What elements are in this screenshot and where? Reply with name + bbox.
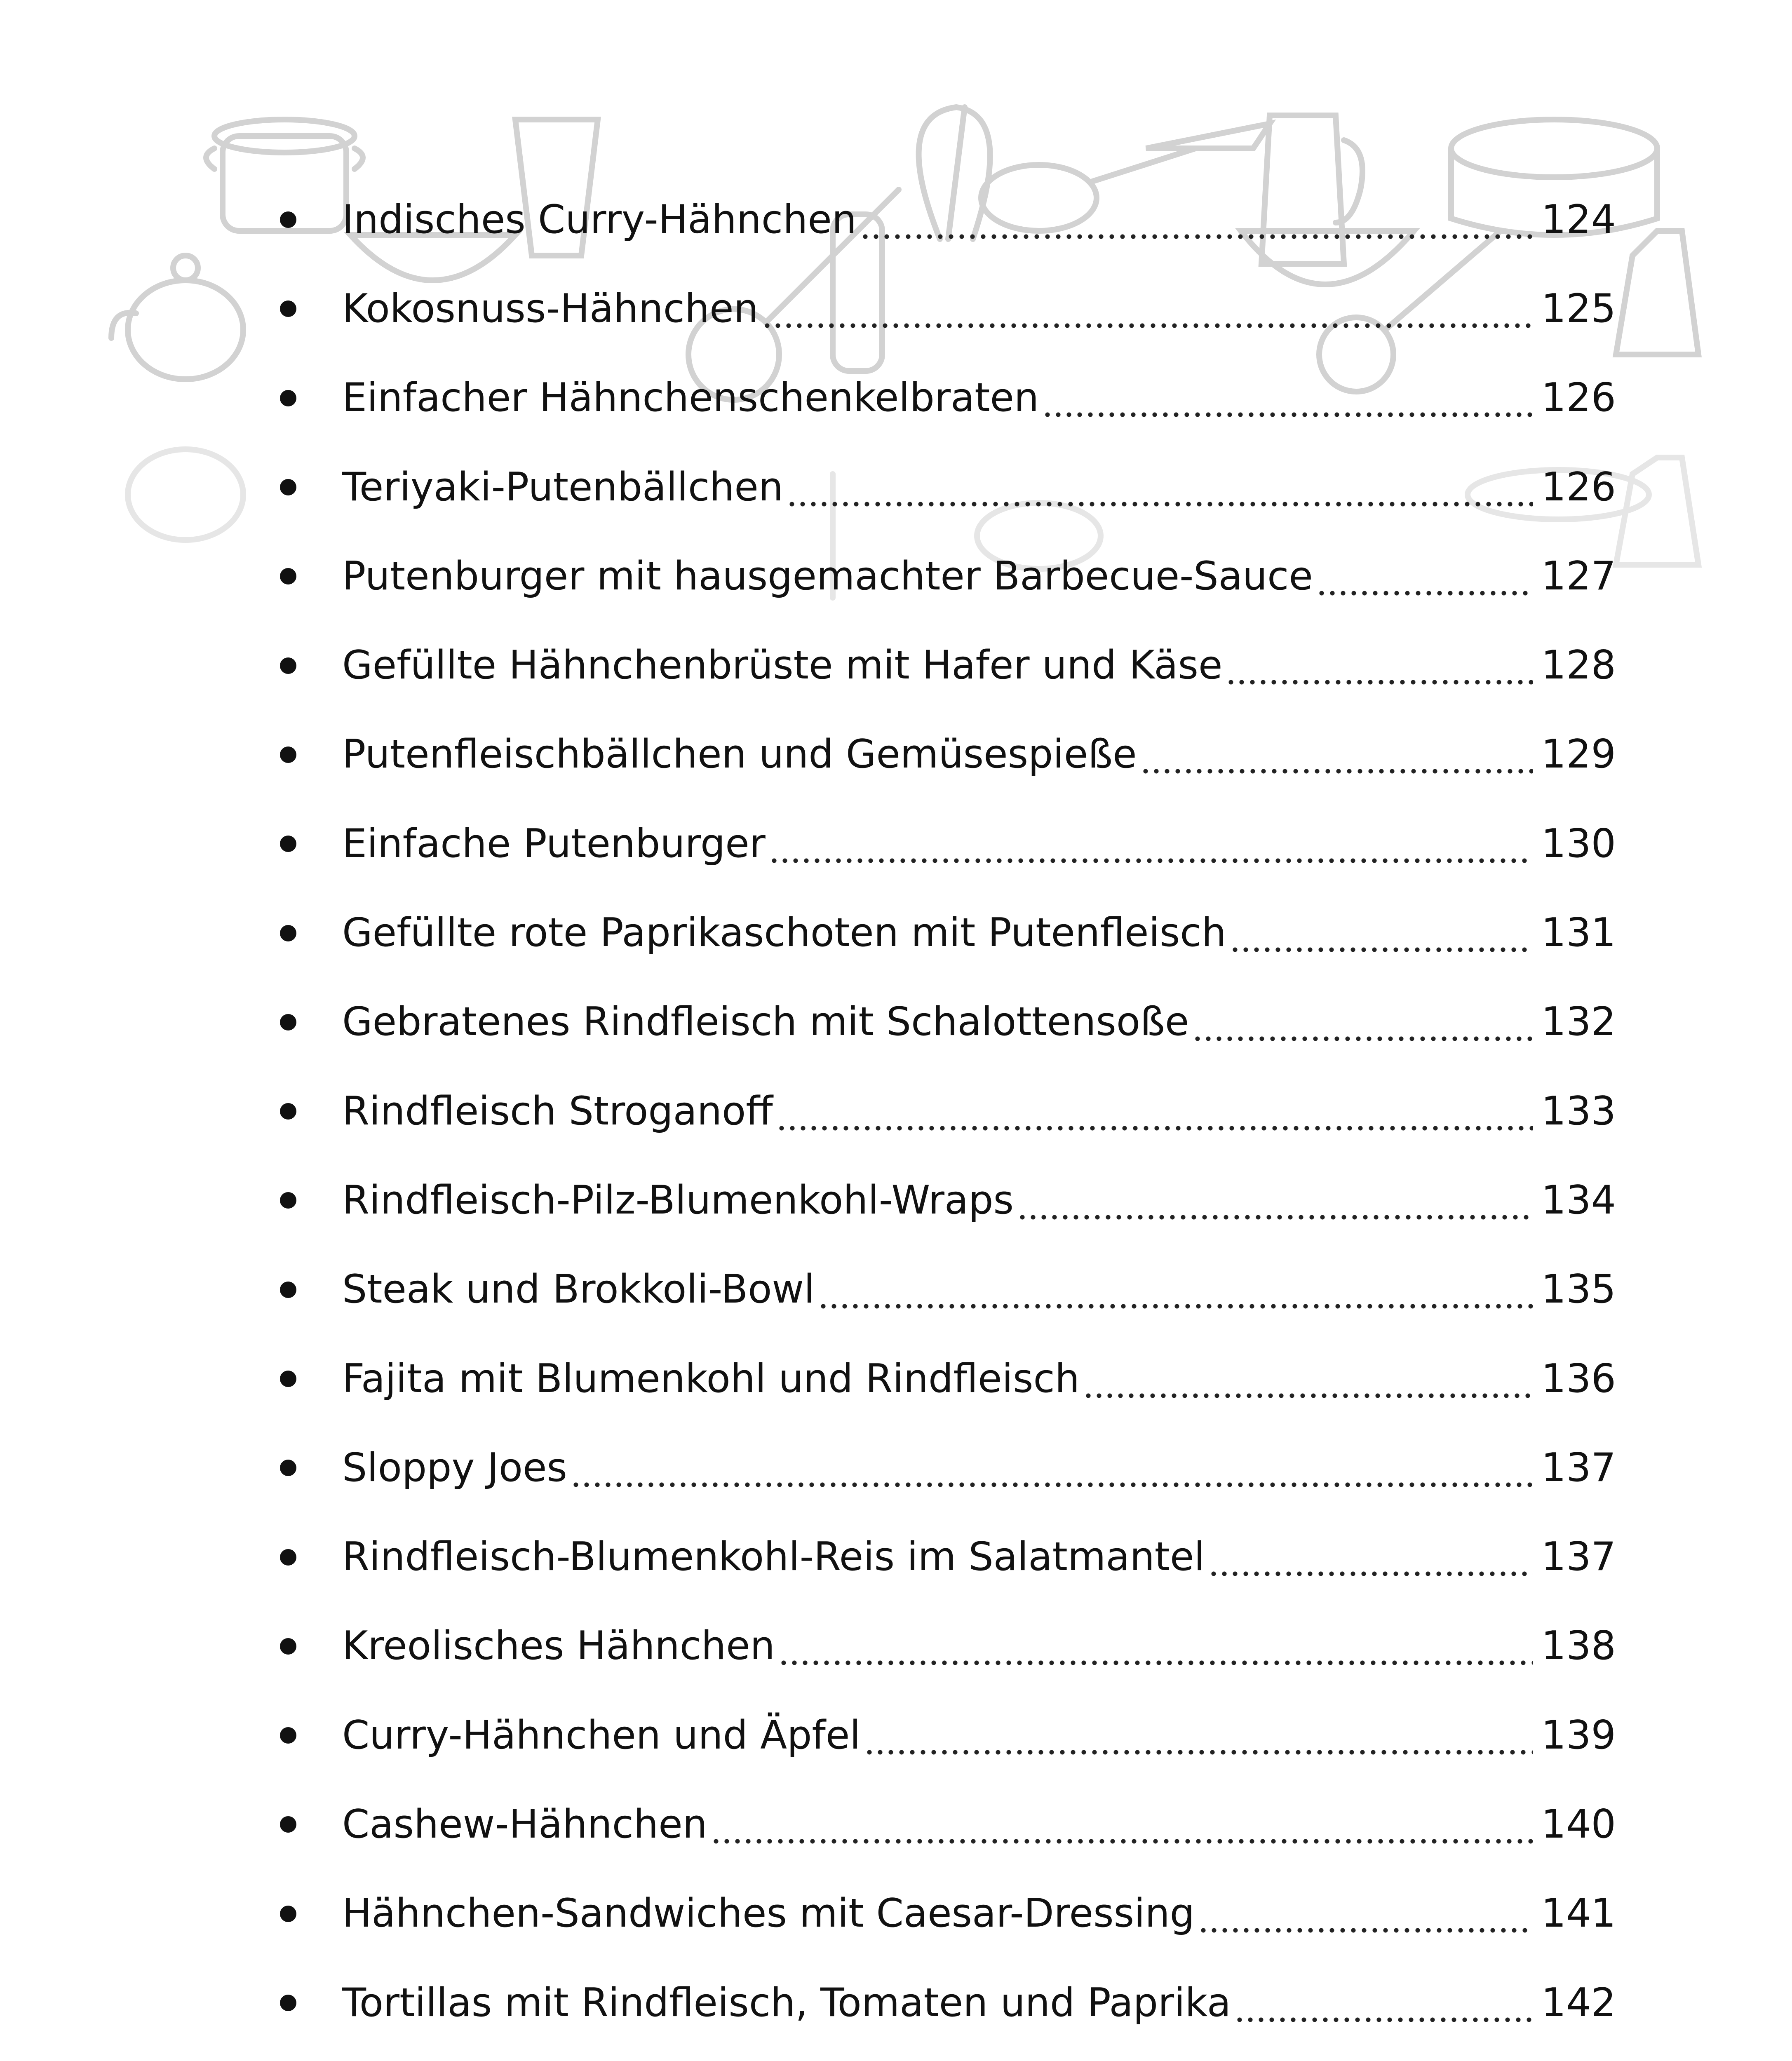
dot-leader bbox=[1316, 559, 1533, 599]
bullet-icon bbox=[280, 836, 296, 852]
toc-entry-title: Curry-Hähnchen und Äpfel bbox=[342, 1712, 861, 1758]
toc-entry-page-number: 129 bbox=[1541, 732, 1616, 777]
toc-entry[interactable] bbox=[272, 264, 1616, 353]
table-of-contents bbox=[272, 175, 1616, 2061]
toc-entry-title: Gefüllte Hähnchenbrüste mit Hafer und Käse bbox=[342, 643, 1223, 688]
toc-entry-title: Sloppy Joes bbox=[342, 1445, 567, 1491]
toc-entry-page-number: 130 bbox=[1541, 821, 1616, 866]
toc-entry-title: Einfacher Hähnchenschenkelbraten bbox=[342, 375, 1039, 421]
bullet-icon bbox=[280, 1192, 296, 1209]
toc-entry[interactable] bbox=[272, 1512, 1616, 1601]
bullet-icon bbox=[280, 925, 296, 941]
toc-entry-page-number: 126 bbox=[1541, 375, 1616, 421]
toc-entry[interactable] bbox=[272, 888, 1616, 977]
toc-entry[interactable] bbox=[272, 1869, 1616, 1958]
bullet-icon bbox=[280, 568, 296, 584]
toc-entry-title: Rindfleisch-Pilz-Blumenkohl-Wraps bbox=[342, 1177, 1014, 1223]
toc-entry[interactable] bbox=[272, 1067, 1616, 1156]
bullet-icon bbox=[280, 746, 296, 763]
dot-leader bbox=[571, 1451, 1533, 1490]
toc-entry-title: Gefüllte rote Paprikaschoten mit Putenfleisch bbox=[342, 910, 1226, 956]
toc-entry-title: Kokosnuss-Hähnchen bbox=[342, 286, 759, 331]
knife-icon bbox=[1146, 124, 1270, 148]
toc-entry[interactable] bbox=[272, 1423, 1616, 1512]
toc-entry-page-number: 128 bbox=[1541, 643, 1616, 688]
toc-entry-page-number: 141 bbox=[1541, 1891, 1616, 1937]
toc-entry-page-number: 139 bbox=[1541, 1712, 1616, 1758]
toc-entry[interactable] bbox=[272, 1780, 1616, 1869]
dot-leader bbox=[1140, 737, 1533, 777]
bullet-icon bbox=[280, 1727, 296, 1744]
dot-leader bbox=[1226, 648, 1533, 688]
dot-leader bbox=[1083, 1362, 1533, 1401]
toc-entry-title: Indisches Curry-Hähnchen bbox=[342, 197, 857, 242]
bullet-icon bbox=[280, 1014, 296, 1030]
bullet-icon bbox=[280, 479, 296, 495]
toc-entry-title: Kreolisches Hähnchen bbox=[342, 1623, 775, 1669]
dot-leader bbox=[1042, 381, 1533, 420]
toc-entry-page-number: 133 bbox=[1541, 1088, 1616, 1134]
toc-entry-page-number: 140 bbox=[1541, 1801, 1616, 1847]
toc-entry-title: Cashew-Hähnchen bbox=[342, 1801, 707, 1847]
bullet-icon bbox=[280, 1906, 296, 1922]
toc-entry-title: Putenfleischbällchen und Gemüsespieße bbox=[342, 732, 1137, 777]
dot-leader bbox=[1017, 1183, 1533, 1223]
bullet-icon bbox=[280, 1995, 296, 2011]
toc-entry-page-number: 124 bbox=[1541, 197, 1616, 242]
toc-entry-page-number: 137 bbox=[1541, 1445, 1616, 1491]
dot-leader bbox=[776, 1094, 1533, 1134]
toc-entry-page-number: 135 bbox=[1541, 1267, 1616, 1312]
toc-entry-page-number: 136 bbox=[1541, 1356, 1616, 1401]
toc-entry[interactable] bbox=[272, 1245, 1616, 1334]
toc-entry[interactable] bbox=[272, 443, 1616, 532]
toc-entry-title: Fajita mit Blumenkohl und Rindfleisch bbox=[342, 1356, 1080, 1401]
dot-leader bbox=[711, 1807, 1533, 1847]
dot-leader bbox=[1208, 1540, 1533, 1579]
toc-entry[interactable] bbox=[272, 799, 1616, 888]
toc-entry-page-number: 127 bbox=[1541, 553, 1616, 599]
toc-entry-title: Hähnchen-Sandwiches mit Caesar-Dressing bbox=[342, 1891, 1195, 1937]
toc-entry-title: Tortillas mit Rindfleisch, Tomaten und Paprika bbox=[342, 1980, 1231, 2026]
grater-icon bbox=[1616, 231, 1698, 354]
bullet-icon bbox=[280, 1816, 296, 1833]
bullet-icon bbox=[280, 211, 296, 228]
toc-entry-title: Rindfleisch Stroganoff bbox=[342, 1088, 773, 1134]
toc-entry[interactable] bbox=[272, 621, 1616, 710]
dot-leader bbox=[1234, 1986, 1533, 2025]
bullet-icon bbox=[280, 657, 296, 674]
toc-entry[interactable] bbox=[272, 1958, 1616, 2047]
toc-entry-page-number: 134 bbox=[1541, 1177, 1616, 1223]
toc-entry[interactable] bbox=[272, 978, 1616, 1067]
dot-leader bbox=[864, 1718, 1533, 1758]
toc-entry-title: Teriyaki-Putenbällchen bbox=[342, 464, 784, 510]
toc-entry-title: Putenburger mit hausgemachter Barbecue-Sauce bbox=[342, 553, 1313, 599]
toc-entry-title: Rindfleisch-Blumenkohl-Reis im Salatmantel bbox=[342, 1534, 1205, 1580]
toc-entry[interactable] bbox=[272, 175, 1616, 264]
toc-entry-page-number: 131 bbox=[1541, 910, 1616, 956]
toc-entry-page-number: 138 bbox=[1541, 1623, 1616, 1669]
toc-entry-page-number: 125 bbox=[1541, 286, 1616, 331]
dot-leader bbox=[787, 470, 1533, 509]
toc-entry-title: Gebratenes Rindfleisch mit Schalottensoße bbox=[342, 999, 1189, 1045]
dot-leader bbox=[1230, 916, 1533, 955]
bullet-icon bbox=[280, 1549, 296, 1566]
toc-entry-title: Steak und Brokkoli-Bowl bbox=[342, 1267, 815, 1312]
toc-entry-page-number: 137 bbox=[1541, 1534, 1616, 1580]
toc-entry[interactable] bbox=[272, 1602, 1616, 1691]
toc-entry[interactable] bbox=[272, 354, 1616, 443]
toc-entry-page-number: 126 bbox=[1541, 464, 1616, 510]
bullet-icon bbox=[280, 1638, 296, 1655]
toc-entry[interactable] bbox=[272, 1156, 1616, 1245]
dot-leader bbox=[860, 203, 1533, 242]
bullet-icon bbox=[280, 1371, 296, 1387]
bullet-icon bbox=[280, 1282, 296, 1298]
toc-entry[interactable] bbox=[272, 1691, 1616, 1780]
dot-leader bbox=[818, 1272, 1533, 1312]
bullet-icon bbox=[280, 1460, 296, 1476]
dot-leader bbox=[769, 827, 1533, 866]
bullet-icon bbox=[280, 1103, 296, 1120]
dot-leader bbox=[762, 292, 1533, 331]
toc-entry-page-number: 142 bbox=[1541, 1980, 1616, 2026]
bullet-icon bbox=[280, 300, 296, 317]
toc-entry[interactable] bbox=[272, 2047, 1616, 2061]
bullet-icon bbox=[280, 390, 296, 406]
dot-leader bbox=[1192, 1005, 1533, 1044]
toc-entry[interactable] bbox=[272, 532, 1616, 621]
toc-entry-page-number: 132 bbox=[1541, 999, 1616, 1045]
toc-entry-title: Einfache Putenburger bbox=[342, 821, 766, 866]
dot-leader bbox=[1198, 1897, 1533, 1936]
toc-entry[interactable] bbox=[272, 710, 1616, 799]
dot-leader bbox=[778, 1629, 1533, 1668]
kettle-icon bbox=[111, 256, 243, 379]
toc-entry[interactable] bbox=[272, 1334, 1616, 1423]
